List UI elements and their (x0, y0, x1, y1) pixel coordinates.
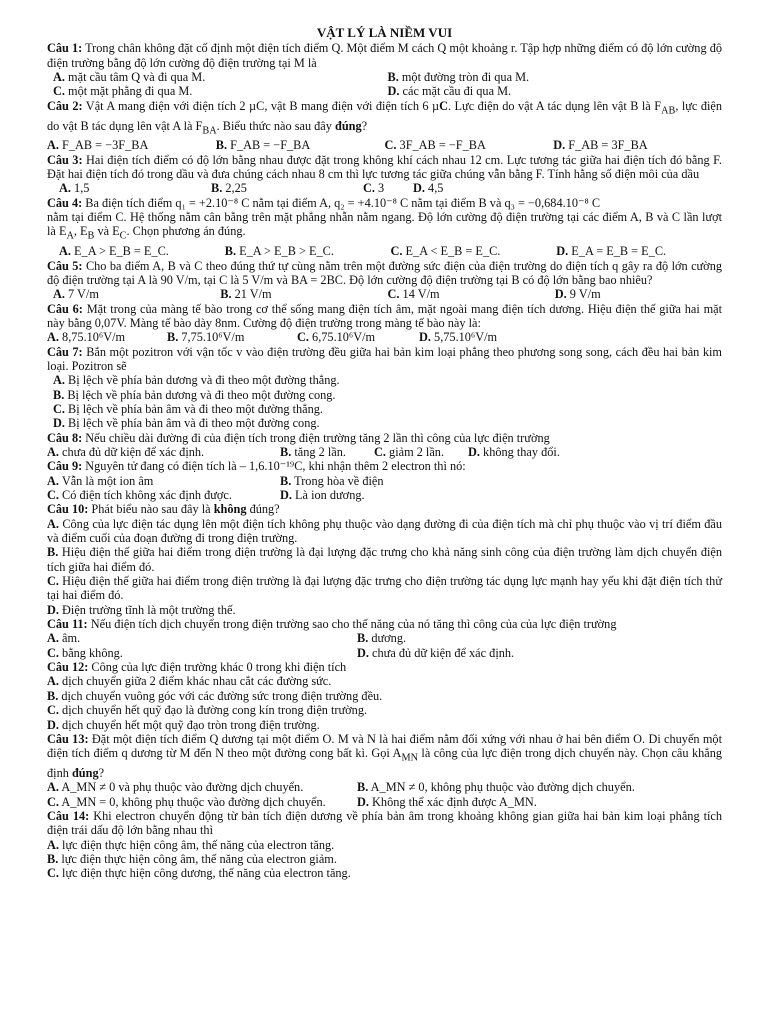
option-a: A. âm. (47, 631, 81, 646)
options-row (47, 70, 722, 84)
option-a: A. 7 V/m (53, 287, 99, 302)
option-a: A. A_MN ≠ 0 và phụ thuộc vào đường dịch chuyển. (47, 780, 304, 795)
question-stem: Câu 4: Ba điện tích điểm q₁ = +2.10⁻⁸ C nằm tại điểm A, q₂ = +4.10⁻⁸ C nằm tại điểm B và q₃ = −0,684.10⁻⁸ C (47, 195, 601, 210)
question-stem: Câu 10: Phát biểu nào sau đây là không đúng? (47, 502, 280, 517)
question-2 (47, 99, 722, 153)
question-text: Trong chân không đặt cố định một điện tích điểm Q. Một điểm M cách Q một khoảng r. Tập hợp những điểm có độ lớn cường độ điện trường bằng độ lớn cường độ điện trường tại M là (47, 41, 723, 70)
option-d: D. Điện trường tĩnh là một trường thế. (47, 602, 236, 617)
question-label: Câu 10: (47, 502, 89, 517)
option-b: B. A_MN ≠ 0, không phụ thuộc vào đường dịch chuyển. (357, 780, 635, 795)
option-b: B. tăng 2 lần. (280, 444, 346, 459)
question-3 (47, 153, 722, 196)
option-c: C. giảm 2 lần. (374, 444, 445, 459)
options-row (47, 488, 722, 502)
options-row (47, 631, 722, 645)
options-row (47, 780, 722, 794)
option-d: D. không thay đổi. (468, 444, 560, 459)
option-a: A. Vẫn là một ion âm (47, 473, 154, 488)
question-stem (47, 153, 722, 182)
question-stem (47, 459, 722, 473)
option-a: A. 8,75.10⁶V/m (47, 330, 126, 345)
option-b: B. một đường tròn đi qua M. (387, 70, 530, 85)
question-label: Câu 2: (47, 98, 83, 113)
option-d: D. các mặt cầu đi qua M. (387, 84, 512, 99)
option-c: C. lực điện thực hiện công dương, thế năng của electron tăng. (47, 866, 351, 881)
option-c: C. E_A < E_B = E_C. (390, 244, 501, 259)
question-stem (47, 660, 722, 674)
option-d: D. F_AB = 3F_BA (553, 138, 648, 153)
question-1 (47, 41, 722, 98)
question-label: Câu 5: (47, 258, 83, 273)
question-stem (47, 345, 722, 374)
options-row (47, 181, 722, 195)
question-label: Câu 1: (47, 41, 83, 56)
option-d: D. 9 V/m (554, 287, 601, 302)
option-a: A. E_A > E_B = E_C. (59, 244, 169, 259)
question-label: Câu 11: (47, 617, 88, 632)
option-c: C. 14 V/m (387, 287, 440, 302)
option-c: C. A_MN = 0, không phụ thuộc vào đường dịch chuyển. (47, 794, 326, 809)
question-5 (47, 259, 722, 302)
question-text: Khi electron chuyển động từ bản tích điện dương về phía bản âm trong khoảng không gian giữa hai bản kim loại phẳng tích điện trái dấu độ lớn bằng nhau thì (47, 809, 723, 838)
option-b: B. F_AB = −F_BA (215, 138, 311, 153)
option-b: B. 21 V/m (220, 287, 272, 302)
option-d: D. E_A = E_B = E_C. (556, 244, 667, 259)
question-10 (47, 502, 722, 617)
question-label: Câu 14: (47, 809, 90, 824)
option-d: D. dịch chuyển hết một quỹ đạo tròn trong điện trường. (47, 717, 320, 732)
question-label: Câu 4: (47, 195, 83, 210)
option-a: A. F_AB = −3F_BA (47, 138, 149, 153)
option-a: A. Công của lực điện tác dụng lên một điện tích không phụ thuộc vào dạng đường đi của điện tích mà chỉ phụ thuộc vào vị trí điểm đầu và điểm cuối của đoạn đường đi trong điện trường. (47, 516, 722, 546)
question-text: Nếu điện tích dịch chuyển trong điện trường sao cho thế năng của nó tăng thì công của của lực điện trường (87, 617, 617, 632)
option-c: C. Bị lệch về phía bản âm và đi theo một đường thẳng. (53, 401, 323, 416)
options-row (47, 138, 722, 152)
option-a: A. dịch chuyển giữa 2 điểm khác nhau cắt các đường sức. (47, 674, 332, 689)
page-title: VẬT LÝ LÀ NIỀM VUI (316, 25, 453, 40)
option-c: C. bằng không. (47, 645, 123, 660)
question-text: Nếu chiều dài đường đi của điện tích trong điện trường tăng 2 lần thì công của lực điện trường (82, 430, 550, 445)
question-stem (47, 431, 722, 445)
options-row (47, 84, 722, 98)
question-label: Câu 12: (47, 660, 89, 675)
question-text: Nguyên tử đang có điện tích là – 1,6.10⁻¹⁹C, khi nhận thêm 2 electron thì nó: (82, 459, 466, 474)
question-stem (47, 41, 722, 70)
option-d: D. Bị lệch về phía bản âm và đi theo một đường cong. (53, 416, 320, 431)
option-b: B. lực điện thực hiện công âm, thế năng của electron giảm. (47, 852, 337, 867)
question-text: Hai điện tích điểm có độ lớn bằng nhau được đặt trong không khí cách nhau 12 cm. Lực tương tác giữa hai điện tích đó bằng F. Đặt hai điện tích đó trong dầu và đưa chúng cách nhau 8 cm thì lực tương tác giữa chúng vẫn bằng F. Tính hằng số điện môi của dầu (47, 152, 723, 181)
question-8 (47, 431, 722, 460)
options-row (47, 330, 722, 344)
option-c: C. một mặt phẳng đi qua M. (53, 84, 193, 99)
option-b: B. 7,75.10⁶V/m (167, 330, 245, 345)
question-label: Câu 6: (47, 301, 83, 316)
option-c: C. dịch chuyển hết quỹ đạo là đường cong kín trong điện trường. (47, 703, 368, 718)
option-a: A. mặt cầu tâm Q và đi qua M. (53, 70, 206, 85)
option-d: D. 5,75.10⁶V/m (419, 330, 498, 345)
option-b: B. 2,25 (211, 181, 247, 196)
question-stem-cont: nằm tại điểm C. Hệ thống nằm cân bằng trên mặt phẳng nhẵn nằm ngang. Độ lớn cường độ điện trường tại các điểm A, B và C lần lượt là $E_A$, $E_B$ và $E_C$. Chọn phương án đúng. (47, 210, 722, 242)
options-row (47, 646, 722, 660)
option-c: C. 3F_AB = −F_BA (384, 138, 486, 153)
question-stem (47, 302, 722, 331)
option-d: D. 4,5 (413, 181, 444, 196)
question-4 (47, 196, 722, 259)
option-d: D. Không thể xác định được A_MN. (357, 794, 537, 809)
option-b: B. E_A > E_B > E_C. (224, 244, 334, 259)
option-b: B. Hiệu điện thế giữa hai điểm trong điện trường là đại lượng đặc trưng cho khả năng sinh công của điện trường làm dịch chuyển điện tích giữa hai điểm đó. (47, 545, 722, 574)
option-b: B. Trong hòa về điện (280, 473, 384, 488)
question-13 (47, 732, 722, 809)
question-12 (47, 660, 722, 732)
option-a: A. Bị lệch về phía bản dương và đi theo một đường thẳng. (53, 373, 340, 388)
question-label: Câu 7: (47, 344, 83, 359)
option-c: C. Có điện tích không xác định được. (47, 488, 232, 503)
question-11 (47, 617, 722, 660)
question-text: Bắn một pozitron với vận tốc v vào điện trường đều giữa hai bản kim loại phẳng theo phương song song, cách đều hai bản kim loại. Pozitron sẽ (47, 344, 722, 373)
option-d: D. chưa đủ dữ kiện để xác định. (357, 645, 515, 660)
question-stem (47, 617, 722, 631)
options-row (47, 795, 722, 809)
question-9 (47, 459, 722, 502)
option-d: D. Là ion dương. (280, 488, 365, 503)
options-row (47, 287, 722, 301)
question-stem: Câu 2: Vật A mang điện với điện tích 2 µC, vật B mang điện với điện tích 6 µC. Lực điện do vật A tác dụng lên vật B là $F_{AB}$, lực điện do vật B tác dụng lên vật A là $F_{BA}$. Biểu thức nào sau đây đúng? (47, 98, 723, 136)
question-text: Mặt trong của màng tế bào trong cơ thể sống mang điện tích âm, mặt ngoài mang điện tích dương. Hiệu điện thế giữa hai mặt này bằng 0,07V. Màng tế bào dày 8nm. Cường độ điện trường trong màng tế bào này là: (47, 301, 723, 330)
option-a: A. lực điện thực hiện công âm, thế năng của electron tăng. (47, 837, 335, 852)
option-c: C. 3 (363, 181, 385, 196)
question-stem (47, 259, 722, 288)
question-text: Cho ba điểm A, B và C theo đúng thứ tự cùng nằm trên một đường sức điện của điện trường do điện tích q gây ra độ lớn cường độ điện trường tại A là 90 V/m, tại C là 5 V/m và BA = 2BC. Độ lớn cường độ điện trường tại B có độ lớn bằng bao nhiêu? (47, 258, 722, 287)
question-stem: Câu 13: Đặt một điện tích điểm Q dương tại một điểm O. M và N là hai điểm nằm đối xứng với nhau ở hai bên điểm O. Di chuyển một điện tích điểm q dương từ M đến N theo một đường cong bất kì. Gọi $A_{MN}$ là công của lực điện trong dịch chuyển này. Chọn câu khẳng định đúng? (47, 731, 722, 780)
question-7 (47, 345, 722, 431)
question-14 (47, 809, 722, 881)
option-b: B. dịch chuyển vuông góc với các đường sức trong điện trường đều. (47, 688, 383, 703)
question-label: Câu 9: (47, 459, 83, 474)
option-b: B. dương. (357, 631, 407, 646)
option-c: C. 6,75.10⁶V/m (297, 330, 376, 345)
question-label: Câu 3: (47, 152, 83, 167)
option-a: A. 1,5 (59, 181, 90, 196)
question-text: Công của lực điện trường khác 0 trong khi điện tích (88, 660, 347, 675)
question-label: Câu 13: (47, 731, 89, 746)
question-6 (47, 302, 722, 345)
options-row (47, 474, 722, 488)
option-b: B. Bị lệch về phía bản dương và đi theo một đường cong. (53, 387, 336, 402)
options-row (47, 445, 722, 459)
option-a: A. chưa đủ dữ kiện để xác định. (47, 444, 205, 459)
option-c: C. Hiệu điện thế giữa hai điểm trong điện trường là đại lượng đặc trưng cho điện trường tác dụng lực mạnh hay yếu khi đặt điện tích thử tại hai điểm đó. (47, 574, 722, 603)
question-stem (47, 809, 722, 838)
question-label: Câu 8: (47, 430, 83, 445)
options-row (47, 244, 722, 258)
